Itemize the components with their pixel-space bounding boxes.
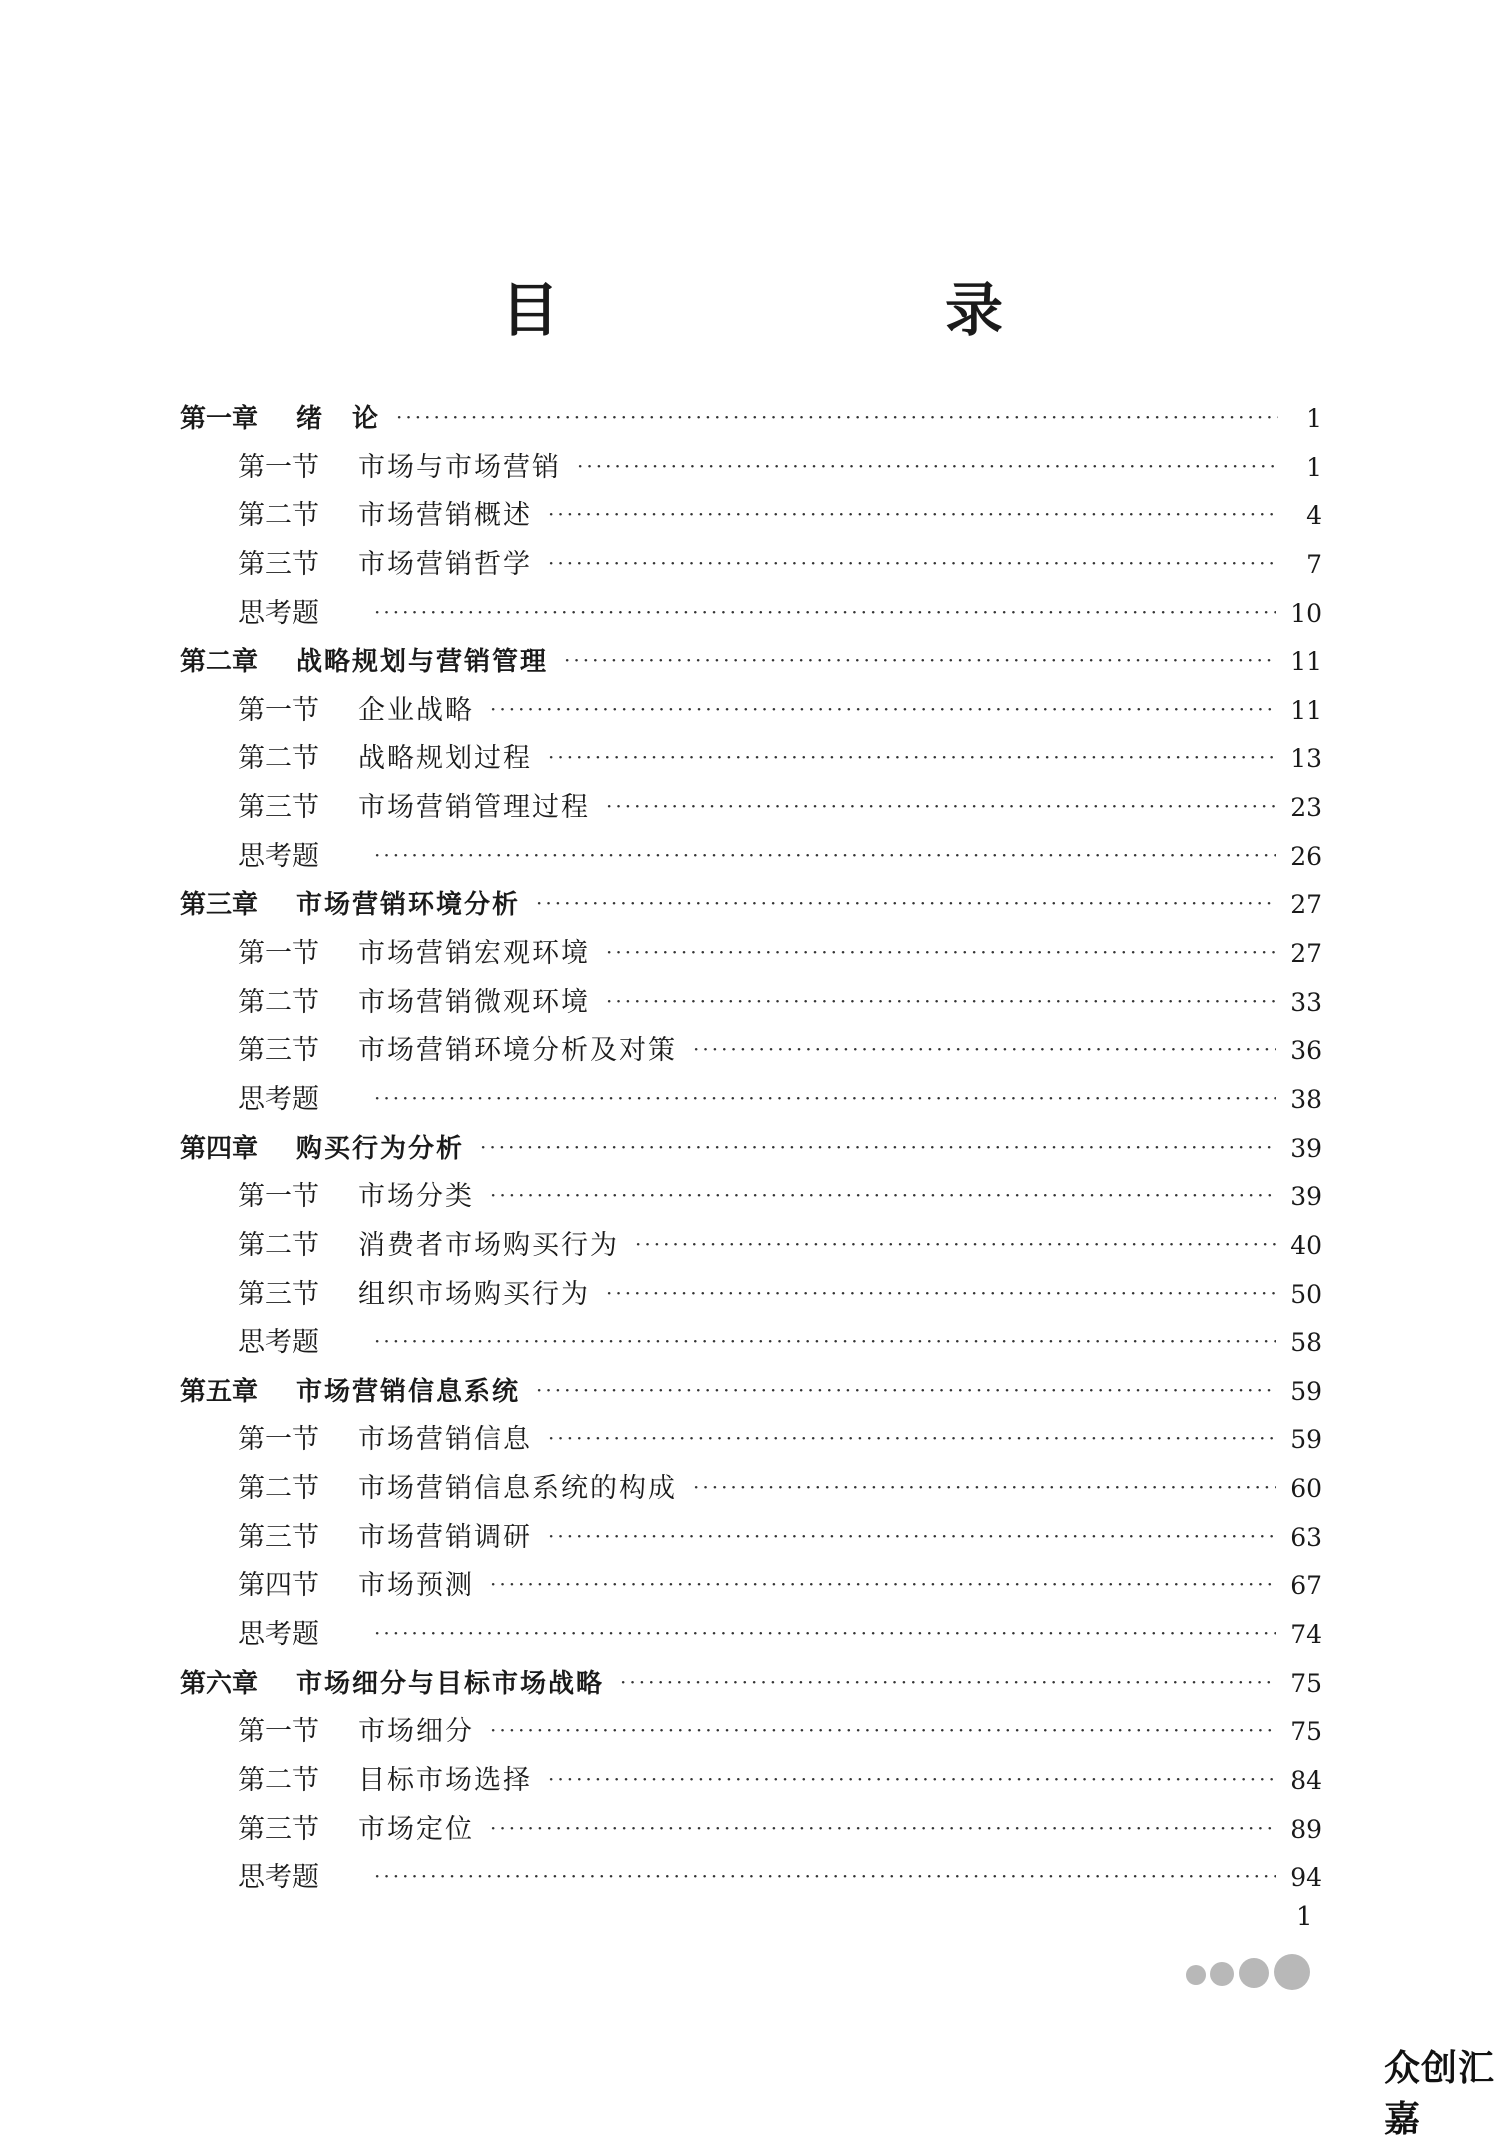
toc-entry-title: 市场分类 <box>358 1181 474 1213</box>
toc-entry-label <box>238 930 590 978</box>
toc-entry-title: 企业战略 <box>358 694 474 726</box>
toc-section-row[interactable] <box>180 1076 1322 1125</box>
dot-leader <box>548 490 1278 538</box>
toc-entry-label <box>238 1562 474 1610</box>
toc-entry-page: 58 <box>1290 1328 1322 1358</box>
page-number: 1 <box>1296 1902 1313 1932</box>
toc-entry-number: 第二节 <box>238 1229 319 1261</box>
toc-entry-number: 第三节 <box>238 548 319 580</box>
toc-entry-label <box>238 1416 532 1464</box>
toc-entry-title: 市场营销环境分析及对策 <box>358 1035 677 1067</box>
toc-entry-title: 市场营销信息 <box>358 1424 532 1456</box>
dot-leader <box>490 1804 1276 1852</box>
toc-entry-label <box>238 1514 532 1562</box>
toc-entry-number: 第一节 <box>238 1716 319 1748</box>
toc-entry-number: 第一节 <box>238 1424 319 1456</box>
toc-entry-label <box>238 1757 532 1805</box>
toc-entry-number: 第四节 <box>238 1570 319 1602</box>
toc-section-row[interactable] <box>180 1173 1322 1222</box>
toc-chapter-row[interactable] <box>180 1125 1322 1174</box>
toc-entry-page: 63 <box>1290 1522 1322 1552</box>
toc-entry-title: 市场营销信息系统 <box>296 1376 521 1407</box>
toc-entry-label <box>238 1173 474 1221</box>
toc-entry-page: 67 <box>1290 1571 1322 1601</box>
dot-leader <box>536 1366 1276 1414</box>
toc-chapter-row[interactable] <box>180 638 1322 687</box>
toc-entry-label <box>238 541 532 589</box>
toc-title: 目 录 <box>500 276 1093 344</box>
toc-section-row[interactable] <box>180 930 1322 979</box>
toc-entry-page: 39 <box>1290 1133 1322 1163</box>
watermark-logo: 众创汇嘉 <box>1384 2048 1496 2140</box>
dot-3 <box>1239 1958 1269 1988</box>
toc-entry-page: 40 <box>1290 1230 1322 1260</box>
toc-entry-number: 第二节 <box>238 986 319 1018</box>
toc-entry-number: 第三节 <box>238 1813 319 1845</box>
toc-entry-page: 27 <box>1290 939 1322 969</box>
toc-entry-page: 23 <box>1290 793 1322 823</box>
toc-entry-label <box>180 1660 604 1708</box>
toc-entry-title: 市场与市场营销 <box>358 451 561 483</box>
dot-leader <box>548 539 1278 587</box>
toc-entry-number: 第四章 <box>180 1133 259 1164</box>
toc-entry-number: 思考题 <box>238 840 319 872</box>
toc-section-row[interactable] <box>180 1465 1322 1514</box>
toc-entry-number: 思考题 <box>238 1083 319 1115</box>
dot-leader <box>374 1852 1276 1900</box>
toc-entry-title: 市场营销信息系统的构成 <box>358 1473 677 1505</box>
toc-entry-number: 思考题 <box>238 1327 319 1359</box>
toc-entry-page: 75 <box>1290 1668 1322 1698</box>
toc-entry-title: 市场营销哲学 <box>358 548 532 580</box>
dot-2 <box>1210 1962 1234 1986</box>
toc-entry-page: 33 <box>1290 987 1322 1017</box>
toc-section-row[interactable] <box>180 1611 1322 1660</box>
toc-entry-label <box>238 492 532 540</box>
toc-entry-label <box>238 735 532 783</box>
toc-section-row[interactable] <box>180 1222 1322 1271</box>
dot-leader <box>490 1171 1276 1219</box>
toc-entry-page: 11 <box>1290 647 1322 677</box>
dot-leader <box>490 1706 1276 1754</box>
dot-4 <box>1274 1954 1310 1990</box>
dot-leader <box>606 977 1276 1025</box>
toc-entry-title: 目标市场选择 <box>358 1764 532 1796</box>
toc-section-row[interactable] <box>180 1708 1322 1757</box>
toc-chapter-row[interactable] <box>180 395 1322 444</box>
toc-entry-page: 27 <box>1290 890 1322 920</box>
dot-leader <box>396 393 1278 441</box>
toc-entry-label <box>238 784 590 832</box>
toc-entry-page: 7 <box>1306 549 1322 579</box>
toc-entry-label <box>238 687 474 735</box>
toc-entry-title: 市场营销环境分析 <box>296 890 521 921</box>
toc-entry-title: 战略规划过程 <box>358 743 532 775</box>
dot-leader <box>536 879 1276 927</box>
toc-chapter-row[interactable] <box>180 1368 1322 1417</box>
dot-leader <box>606 928 1276 976</box>
toc-entry-number: 思考题 <box>238 597 319 629</box>
dot-leader <box>374 1609 1276 1657</box>
toc-entry-number: 第二节 <box>238 1473 319 1505</box>
toc-section-row[interactable] <box>180 444 1322 493</box>
toc-entry-page: 84 <box>1290 1765 1322 1795</box>
dot-leader <box>490 685 1276 733</box>
toc-entry-label <box>238 1708 474 1756</box>
toc-entry-label <box>238 833 358 881</box>
toc-chapter-row[interactable] <box>180 1660 1322 1709</box>
toc-entry-label <box>238 1222 619 1270</box>
toc-entry-title: 市场定位 <box>358 1813 474 1845</box>
toc-entry-page: 10 <box>1290 598 1322 628</box>
toc-entry-page: 89 <box>1290 1814 1322 1844</box>
dot-leader <box>374 1074 1276 1122</box>
toc-section-row[interactable] <box>180 784 1322 833</box>
toc-entry-title: 市场细分 <box>358 1716 474 1748</box>
toc-entry-number: 第一节 <box>238 1181 319 1213</box>
toc-entry-title: 购买行为分析 <box>296 1133 465 1164</box>
toc-entry-label <box>238 444 561 492</box>
toc-entry-number: 第一节 <box>238 938 319 970</box>
toc-section-row[interactable] <box>180 541 1322 590</box>
toc-section-row[interactable] <box>180 492 1322 541</box>
toc-entry-page: 26 <box>1290 841 1322 871</box>
toc-section-row[interactable] <box>180 1562 1322 1611</box>
toc-entry-title: 市场营销微观环境 <box>358 986 590 1018</box>
toc-entry-label <box>238 1854 358 1902</box>
toc-entry-number: 第一节 <box>238 451 319 483</box>
toc-entry-page: 36 <box>1290 1036 1322 1066</box>
toc-entry-number: 第三节 <box>238 1521 319 1553</box>
toc-entry-title: 市场营销管理过程 <box>358 792 590 824</box>
dot-leader <box>620 1658 1276 1706</box>
toc-entry-label <box>238 1027 677 1075</box>
toc-entry-page: 59 <box>1290 1376 1322 1406</box>
toc-entry-title: 市场细分与目标市场战略 <box>296 1668 605 1699</box>
toc-section-row[interactable] <box>180 687 1322 736</box>
toc-entry-number: 第二节 <box>238 500 319 532</box>
toc-entry-label <box>238 1465 677 1513</box>
table-of-contents <box>180 395 1322 1903</box>
toc-entry-page: 11 <box>1290 695 1322 725</box>
dot-leader <box>490 1560 1276 1608</box>
toc-section-row[interactable] <box>180 735 1322 784</box>
toc-section-row[interactable] <box>180 833 1322 882</box>
toc-section-row[interactable] <box>180 1514 1322 1563</box>
toc-entry-page: 50 <box>1290 1279 1322 1309</box>
toc-section-row[interactable] <box>180 1319 1322 1368</box>
toc-entry-label <box>238 1076 358 1124</box>
toc-entry-page: 60 <box>1290 1474 1322 1504</box>
toc-entry-title: 消费者市场购买行为 <box>358 1229 619 1261</box>
toc-entry-label <box>180 395 380 443</box>
toc-entry-number: 思考题 <box>238 1862 319 1894</box>
dot-leader <box>548 1755 1276 1803</box>
toc-section-row[interactable] <box>180 979 1322 1028</box>
dot-leader <box>577 442 1278 490</box>
toc-entry-page: 74 <box>1290 1620 1322 1650</box>
dot-leader <box>564 636 1276 684</box>
dot-leader <box>374 1317 1276 1365</box>
toc-entry-label <box>238 979 590 1027</box>
toc-entry-label <box>238 1271 590 1319</box>
toc-entry-number: 第三节 <box>238 792 319 824</box>
dot-leader <box>693 1025 1276 1073</box>
toc-entry-page: 4 <box>1306 501 1322 531</box>
toc-entry-title: 市场营销概述 <box>358 500 532 532</box>
toc-section-row[interactable] <box>180 1027 1322 1076</box>
toc-entry-number: 第一章 <box>180 404 259 434</box>
toc-entry-number: 第二节 <box>238 1764 319 1796</box>
toc-section-row[interactable] <box>180 1757 1322 1806</box>
toc-entry-title: 战略规划与营销管理 <box>296 647 549 678</box>
toc-entry-number: 第三节 <box>238 1278 319 1310</box>
dot-leader <box>548 1512 1276 1560</box>
toc-entry-number: 第二节 <box>238 743 319 775</box>
toc-entry-title: 市场营销宏观环境 <box>358 938 590 970</box>
toc-section-row[interactable] <box>180 590 1322 639</box>
toc-entry-number: 第二章 <box>180 647 259 678</box>
dot-leader <box>606 782 1276 830</box>
toc-entry-number: 第六章 <box>180 1668 259 1699</box>
toc-entry-page: 1 <box>1306 404 1322 433</box>
toc-entry-title: 市场预测 <box>358 1570 474 1602</box>
dot-leader <box>635 1220 1276 1268</box>
toc-entry-label <box>238 1319 358 1367</box>
toc-entry-page: 94 <box>1290 1863 1322 1893</box>
decorative-dots <box>1182 1950 1322 1990</box>
toc-entry-page: 1 <box>1306 452 1322 482</box>
toc-entry-label <box>180 881 520 929</box>
toc-entry-label <box>238 1806 474 1854</box>
toc-entry-label <box>238 1611 358 1659</box>
toc-entry-title: 绪 论 <box>296 404 381 434</box>
toc-section-row[interactable] <box>180 1854 1322 1903</box>
dot-leader <box>374 588 1276 636</box>
dot-leader <box>480 1123 1276 1171</box>
dot-leader <box>374 831 1276 879</box>
toc-entry-number: 第三节 <box>238 1035 319 1067</box>
dot-leader <box>548 733 1276 781</box>
toc-entry-page: 75 <box>1290 1717 1322 1747</box>
toc-entry-label <box>180 1368 520 1416</box>
toc-chapter-row[interactable] <box>180 881 1322 930</box>
toc-entry-number: 思考题 <box>238 1619 319 1651</box>
toc-entry-label <box>180 1125 464 1173</box>
toc-entry-number: 第三章 <box>180 890 259 921</box>
toc-entry-page: 39 <box>1290 1182 1322 1212</box>
toc-section-row[interactable] <box>180 1416 1322 1465</box>
toc-entry-label <box>180 638 548 686</box>
toc-entry-page: 38 <box>1290 1084 1322 1114</box>
dot-leader <box>548 1414 1276 1462</box>
toc-entry-number: 第五章 <box>180 1376 259 1407</box>
dot-leader <box>606 1269 1276 1317</box>
toc-section-row[interactable] <box>180 1271 1322 1320</box>
toc-entry-number: 第一节 <box>238 694 319 726</box>
toc-section-row[interactable] <box>180 1806 1322 1855</box>
dot-leader <box>693 1463 1276 1511</box>
dot-1 <box>1186 1965 1206 1985</box>
toc-entry-title: 组织市场购买行为 <box>358 1278 590 1310</box>
toc-entry-title: 市场营销调研 <box>358 1521 532 1553</box>
toc-entry-page: 13 <box>1290 744 1322 774</box>
toc-entry-page: 59 <box>1290 1425 1322 1455</box>
toc-entry-label <box>238 590 358 638</box>
